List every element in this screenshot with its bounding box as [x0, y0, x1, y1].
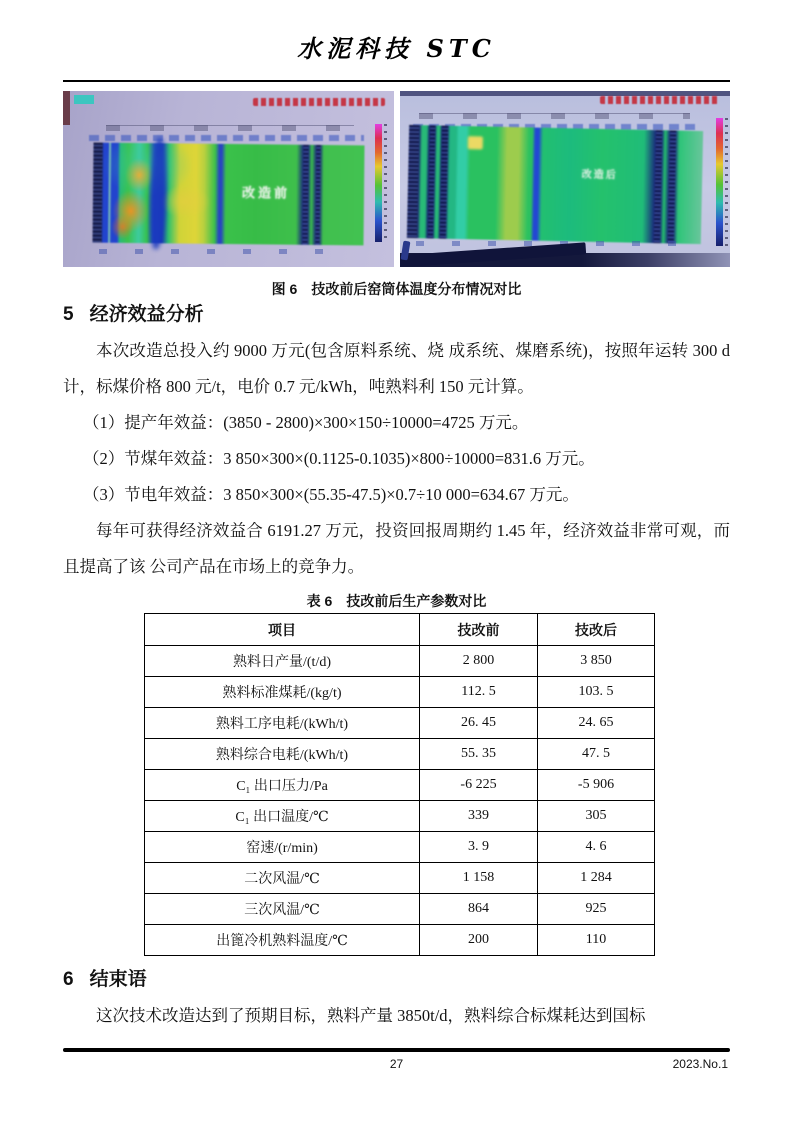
footer-rule [63, 1048, 730, 1052]
camera-info-text [253, 98, 385, 106]
camera-info-text [600, 96, 718, 104]
paragraph: 本次改造总投入约 9000 万元(包含原料系统、烧 成系统、煤磨系统)，按照年运转 300 d 计，标煤价格 800 元/t，电价 0.7 元/kWh，吨熟料利 150 元计算。 [63, 341, 730, 396]
table-cell: 339 [420, 801, 538, 832]
table-cell: 熟料工序电耗/(kWh/t) [145, 708, 420, 739]
section-title: 结束语 [89, 969, 147, 990]
table-cell: C₁ 出口温度/℃ [145, 801, 420, 832]
thermal-photo-after [400, 91, 731, 267]
table-row [145, 894, 655, 925]
section-title: 经济效益分析 [89, 304, 204, 325]
speckle-stripe [302, 145, 308, 245]
benefit-item-3: （3）节电年效益：3 850×300×(55.35-47.5)×0.7÷10 000=634.67 万元。 [83, 485, 579, 504]
table-row [145, 925, 655, 956]
section-5-heading [63, 303, 730, 327]
table-cell: 112. 5 [420, 677, 538, 708]
table-cell: 3 850 [538, 646, 655, 677]
table-cell: 305 [538, 801, 655, 832]
table-caption: 表 6 技改前后生产参数对比 [306, 593, 487, 609]
photo-corner-shadow [63, 91, 70, 125]
table-header-cell: 项目 [145, 614, 420, 646]
section-number: 6 [63, 969, 74, 990]
table-row [145, 770, 655, 801]
table-row [145, 801, 655, 832]
table-row [145, 739, 655, 770]
cold-zone-band [148, 137, 168, 250]
speckle-stripe [92, 142, 102, 242]
journal-title: 水泥科技 STC [297, 34, 496, 63]
table-cell: 熟料日产量/(t/d) [145, 646, 420, 677]
table-row [145, 832, 655, 863]
speckle-stripe [440, 126, 448, 239]
table-cell: 26. 45 [420, 708, 538, 739]
table-row [145, 863, 655, 894]
table-cell: 熟料综合电耗/(kWh/t) [145, 739, 420, 770]
table-cell: 864 [420, 894, 538, 925]
thermal-photo-before [63, 91, 394, 267]
table-cell: 24. 65 [538, 708, 655, 739]
paragraph: 每年可获得经济效益合 6191.27 万元，投资回报周期约 1.45 年，经济效益非常可观，而且提高了该 公司产品在市场上的竞争力。 [63, 521, 730, 576]
section-number: 5 [63, 304, 74, 325]
figure-6 [63, 91, 730, 267]
speckle-stripe [654, 130, 663, 243]
table-cell: C₁ 出口压力/Pa [145, 770, 420, 801]
table-header-cell: 技改前 [420, 614, 538, 646]
bottom-tick-labels [99, 249, 350, 254]
table-row [145, 708, 655, 739]
table-cell: 200 [420, 925, 538, 956]
speckle-stripe [315, 145, 320, 245]
table-cell: 2 800 [420, 646, 538, 677]
table-cell: 1 284 [538, 863, 655, 894]
table-cell: 110 [538, 925, 655, 956]
speckle-stripe [668, 130, 676, 243]
figure-caption: 图 6 技改前后窑筒体温度分布情况对比 [271, 281, 522, 297]
page-number: 27 [389, 1057, 404, 1071]
table-cell: 熟料标准煤耗/(kg/t) [145, 677, 420, 708]
paragraph: 这次技术改造达到了预期目标，熟料产量 3850t/d，熟料综合标煤耗达到国标 [96, 1006, 646, 1025]
axis-ruler [106, 125, 354, 131]
benefit-item-2: （2）节煤年效益：3 850×300×(0.1125-0.1035)×800÷10000=831.6 万元。 [83, 449, 595, 468]
table-cell: 1 158 [420, 863, 538, 894]
speckle-stripe [407, 125, 420, 238]
axis-labels [89, 135, 363, 141]
table-cell: 出篦冷机熟料温度/℃ [145, 925, 420, 956]
axis-ruler [419, 113, 690, 119]
table-cell: 103. 5 [538, 677, 655, 708]
table-cell: 4. 6 [538, 832, 655, 863]
table-cell: -6 225 [420, 770, 538, 801]
before-label: 改造前 [241, 185, 290, 201]
table-cell: 55. 35 [420, 739, 538, 770]
color-scale-bar [375, 124, 382, 242]
table-cell: 925 [538, 894, 655, 925]
footer-row [63, 1057, 730, 1073]
table-cell: 二次风温/℃ [145, 863, 420, 894]
after-label: 改造后 [581, 169, 618, 182]
table-cell: 三次风温/℃ [145, 894, 420, 925]
issue-label: 2023.No.1 [672, 1057, 728, 1071]
table-header-cell: 技改后 [538, 614, 655, 646]
table-cell: 3. 9 [420, 832, 538, 863]
color-scale-bar [716, 118, 723, 246]
section-6-heading [63, 968, 730, 992]
table-header-row [145, 614, 655, 646]
table-cell: 窑速/(r/min) [145, 832, 420, 863]
thermal-band-before [92, 142, 364, 245]
table-cell: -5 906 [538, 770, 655, 801]
hot-spot [467, 136, 482, 149]
benefit-item-1: （1）提产年效益：(3850 - 2800)×300×150÷10000=4725 万元。 [83, 413, 529, 432]
screen-chip [74, 95, 94, 104]
production-parameters-table [144, 613, 655, 956]
table-cell: 47. 5 [538, 739, 655, 770]
table-row [145, 677, 655, 708]
page-footer [63, 1048, 730, 1073]
table-row [145, 646, 655, 677]
speckle-stripe [427, 125, 435, 238]
thermal-band-after [407, 125, 703, 244]
header-rule [63, 80, 730, 82]
